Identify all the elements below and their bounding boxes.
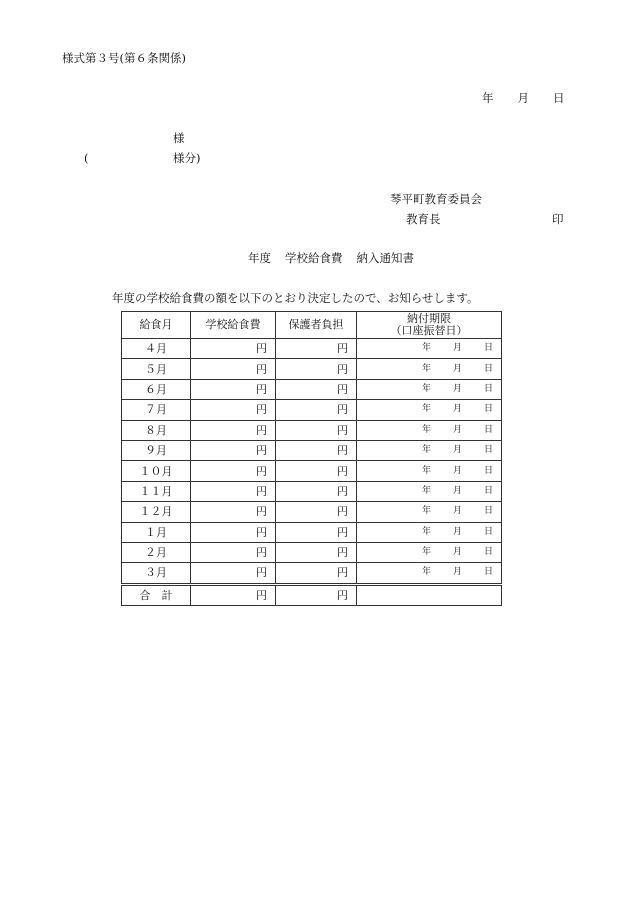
due-month: 月: [452, 485, 462, 496]
table-row: [122, 379, 502, 399]
row-due-date: [357, 339, 502, 359]
header-fee: 学校給食費: [191, 312, 276, 339]
due-year: 年: [421, 424, 431, 435]
table-row: [122, 339, 502, 359]
due-day: 日: [483, 383, 493, 394]
issue-date: [482, 90, 565, 106]
title-notice: 納入通知書: [356, 251, 414, 265]
header-month: 給食月: [122, 312, 191, 339]
total-label: 合 計: [122, 584, 191, 605]
row-fee-yen: 円: [191, 542, 276, 562]
row-guardian-yen: 円: [276, 502, 357, 522]
row-guardian-yen: 円: [276, 420, 357, 440]
due-year: 年: [421, 343, 431, 354]
document-title: [248, 250, 414, 266]
row-due-date: [357, 563, 502, 584]
row-guardian-yen: 円: [276, 563, 357, 584]
due-day: 日: [483, 506, 493, 517]
date-year-label: 年: [482, 91, 494, 105]
due-year: 年: [421, 445, 431, 456]
row-fee-yen: 円: [191, 339, 276, 359]
form-number: 様式第３号(第６条関係): [62, 51, 186, 65]
row-fee-yen: 円: [191, 502, 276, 522]
row-due-date: [357, 400, 502, 420]
due-year: 年: [421, 547, 431, 558]
due-month: 月: [452, 547, 462, 558]
row-due-date: [357, 420, 502, 440]
recipient-proxy-label: 様分): [173, 151, 201, 165]
recipient-paren-open: (: [84, 151, 89, 165]
total-row: [122, 584, 502, 605]
table-header-row: [122, 312, 502, 339]
row-month: １月: [122, 522, 191, 542]
table-row: [122, 359, 502, 379]
due-day: 日: [483, 485, 493, 496]
table-row: [122, 542, 502, 562]
row-due-date: [357, 359, 502, 379]
row-guardian-yen: 円: [276, 522, 357, 542]
date-day-label: 日: [553, 91, 565, 105]
row-fee-yen: 円: [191, 563, 276, 584]
row-month: ６月: [122, 379, 191, 399]
row-month: ８月: [122, 420, 191, 440]
row-fee-yen: 円: [191, 400, 276, 420]
row-due-date: [357, 481, 502, 501]
row-fee-yen: 円: [191, 461, 276, 481]
due-month: 月: [452, 567, 462, 578]
row-fee-yen: 円: [191, 420, 276, 440]
header-guardian: 保護者負担: [276, 312, 357, 339]
table-row: [122, 420, 502, 440]
table-body: [122, 339, 502, 585]
due-year: 年: [421, 363, 431, 374]
due-year: 年: [421, 485, 431, 496]
title-year: 年度: [248, 251, 271, 265]
row-due-date: [357, 461, 502, 481]
due-month: 月: [452, 526, 462, 537]
row-month: ５月: [122, 359, 191, 379]
recipient-honorific: 様: [173, 131, 185, 145]
due-month: 月: [452, 404, 462, 415]
due-month: 月: [452, 465, 462, 476]
due-month: 月: [452, 343, 462, 354]
row-fee-yen: 円: [191, 522, 276, 542]
row-due-date: [357, 440, 502, 460]
due-month: 月: [452, 424, 462, 435]
title-fee: 学校給食費: [285, 251, 343, 265]
table-row: [122, 502, 502, 522]
due-day: 日: [483, 526, 493, 537]
due-day: 日: [483, 445, 493, 456]
due-day: 日: [483, 343, 493, 354]
due-year: 年: [421, 383, 431, 394]
issuer-organization: 琴平町教育委員会: [390, 192, 482, 206]
header-due-date: [357, 312, 502, 339]
due-year: 年: [421, 526, 431, 537]
row-month: １０月: [122, 461, 191, 481]
row-guardian-yen: 円: [276, 339, 357, 359]
due-day: 日: [483, 424, 493, 435]
table-row: [122, 440, 502, 460]
row-guardian-yen: 円: [276, 461, 357, 481]
due-day: 日: [483, 363, 493, 374]
table-row: [122, 563, 502, 584]
header-due-line1: 納付期限: [407, 312, 451, 325]
payment-schedule-table: [121, 311, 502, 606]
row-fee-yen: 円: [191, 440, 276, 460]
due-month: 月: [452, 383, 462, 394]
row-month: １２月: [122, 502, 191, 522]
row-fee-yen: 円: [191, 481, 276, 501]
row-due-date: [357, 379, 502, 399]
due-year: 年: [421, 404, 431, 415]
intro-text: 年度の学校給食費の額を以下のとおり決定したので、お知らせします。: [112, 291, 479, 305]
due-month: 月: [452, 506, 462, 517]
row-guardian-yen: 円: [276, 359, 357, 379]
row-guardian-yen: 円: [276, 440, 357, 460]
row-guardian-yen: 円: [276, 400, 357, 420]
row-guardian-yen: 円: [276, 481, 357, 501]
row-due-date: [357, 502, 502, 522]
header-due-line2: （口座振替日）: [390, 324, 468, 337]
recipient-proxy-line: [84, 150, 201, 166]
row-month: １１月: [122, 481, 191, 501]
total-due-blank: [357, 584, 502, 605]
due-year: 年: [421, 506, 431, 517]
row-month: ４月: [122, 339, 191, 359]
row-due-date: [357, 522, 502, 542]
row-month: ９月: [122, 440, 191, 460]
due-day: 日: [483, 547, 493, 558]
table-row: [122, 522, 502, 542]
due-day: 日: [483, 567, 493, 578]
date-month-label: 月: [517, 91, 529, 105]
row-due-date: [357, 542, 502, 562]
row-fee-yen: 円: [191, 379, 276, 399]
due-day: 日: [483, 465, 493, 476]
row-month: ３月: [122, 563, 191, 584]
table-row: [122, 400, 502, 420]
total-fee-yen: 円: [191, 584, 276, 605]
row-guardian-yen: 円: [276, 542, 357, 562]
due-year: 年: [421, 465, 431, 476]
row-month: ２月: [122, 542, 191, 562]
total-guardian-yen: 円: [276, 584, 357, 605]
table-row: [122, 461, 502, 481]
due-month: 月: [452, 445, 462, 456]
row-month: ７月: [122, 400, 191, 420]
row-guardian-yen: 円: [276, 379, 357, 399]
issuer-seal-mark: 印: [552, 212, 564, 226]
issuer-title: 教育長: [406, 212, 441, 226]
table-row: [122, 481, 502, 501]
row-fee-yen: 円: [191, 359, 276, 379]
due-year: 年: [421, 567, 431, 578]
due-month: 月: [452, 363, 462, 374]
due-day: 日: [483, 404, 493, 415]
